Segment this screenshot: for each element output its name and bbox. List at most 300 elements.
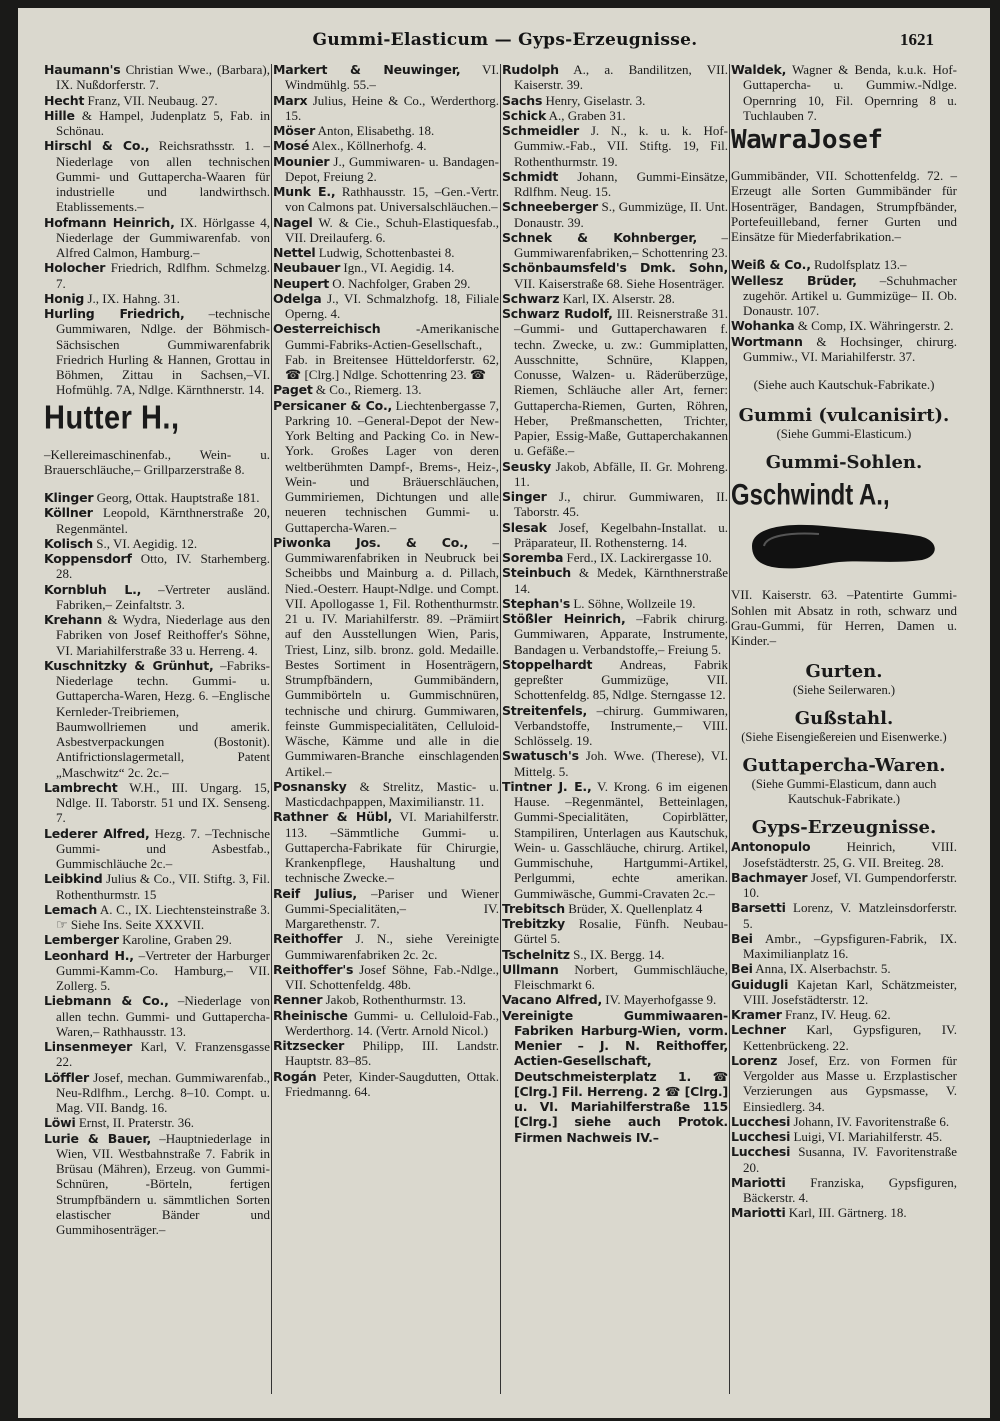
entry-details: V. Krong. 6 im eigenen Hause. –Regenmäntel, Betteinlagen, Gummi-Specialitäten, Copirblätter, Stampiliren, Unterlagen aus Kautschuk, Wein- u. Gasschläuche, chirurg. Artikel, Gummischuhe, Hartgummi-Artikel, Perlgummi, echte amerikan. Gummiwäsche, Gummi-Cravaten 2c.–: [514, 778, 729, 901]
entry-details: –chirurg. Gummiwaren, Verbandstoffe, Instrumente,– VIII. Schlösselg. 19.: [514, 702, 728, 748]
directory-entry: [273, 154, 499, 185]
directory-entry: [502, 1008, 728, 1145]
entry-name: Schick: [502, 107, 547, 123]
directory-entry: [731, 870, 957, 901]
entry-name: Hirschl & Co.,: [44, 138, 150, 154]
entry-details: Johann, IV. Favoritenstraße 6.: [793, 1113, 950, 1129]
column-divider: [729, 64, 730, 1394]
entry-details: –Hauptniederlage in Wien, VII. Westbahnstraße 7. Fabrik in Brüsau (Mähren), Erzeug. von Gummi-Schnüren, -Börteln, fertigen Strumpfbändern u. sämmtlichen Sorten elastischer Bänder und Gummihosenträger.–: [56, 1130, 271, 1237]
entry-details: VII. Kaiserstraße 68. Siehe Hosenträger.: [514, 275, 725, 291]
entry-details: J. N., k. u. k. Hof-Gummiw.-Fab., VII. Stiftg. 19, Fil. Rothenthurmstr. 19.: [514, 123, 729, 169]
entry-details: Friedrich, Rdlfhm. Schmelzg. 7.: [56, 260, 271, 291]
directory-entry: [502, 611, 728, 657]
entry-details: Joh. Wwe. (Therese), VI. Mittelg. 5.: [514, 748, 728, 779]
directory-entry: [502, 703, 728, 749]
entry-name: Klinger: [44, 490, 94, 505]
directory-entry: [731, 318, 957, 333]
entry-details: IX. Hörlgasse 4, Niederlage der Gummiwarenfab. von Alfred Calmon, Hamburg.–: [56, 214, 271, 260]
entry-name: Mariotti: [731, 1174, 786, 1190]
directory-entry: [731, 1114, 957, 1129]
directory-entry: [44, 62, 270, 93]
entry-details: S., VI. Aegidig. 12.: [96, 535, 198, 551]
directory-entry: [502, 108, 728, 123]
directory-entry: [273, 245, 499, 260]
section-heading: Guttapercha-Waren.: [742, 755, 946, 777]
entry-name: Munk E.,: [273, 184, 336, 199]
entry-details: –technische Gummiwaren, Ndlge. der Böhmisch-Sächsischen Gummiwarenfabrik Friedrich Hurling & Hannen, Grottau in Böhmen, Zittau in Sachsen,–VI. Hofmühlg. 7A, Ndlge. Kärnthnerstr. 14.: [56, 306, 270, 398]
section-heading: Gyps-Erzeugnisse.: [751, 817, 937, 839]
entry-details: Karl, III. Gärtnerg. 18.: [788, 1205, 907, 1221]
entry-name: Köllner: [44, 505, 93, 521]
directory-entry: [44, 260, 270, 291]
directory-entry: [44, 932, 270, 947]
directory-entry: [273, 992, 499, 1007]
directory-entry: [44, 902, 270, 933]
directory-entry: [44, 291, 270, 306]
entry-details: Anna, IX. Alserbachstr. 5.: [755, 961, 891, 977]
entry-details: S., Gummizüge, II. Unt. Donaustr. 39.: [514, 199, 729, 230]
advertisement-details: VII. Kaiserstr. 63. –Patentirte Gummi-Sohlen mit Absatz in roth, schwarz und Grau-Gummi, für Herren, Damen u. Kinder.–: [731, 587, 957, 648]
entry-name: Lederer Alfred,: [44, 825, 150, 841]
entry-name: Mosé: [273, 138, 310, 154]
advertisement-name: WawraJosef: [731, 125, 883, 155]
entry-name: Lucchesi: [731, 1129, 791, 1144]
directory-entry: [502, 199, 728, 230]
entry-name: Linsenmeyer: [44, 1039, 133, 1054]
entry-details: & Hampel, Judenplatz 5, Fab. in Schönau.: [56, 107, 271, 138]
entry-details: Heinrich, VIII. Josefstädterstr. 25, G. VII. Breiteg. 28.: [743, 839, 957, 870]
entry-name: Schmeidler: [502, 123, 579, 138]
entry-details: Johann, Gummi-Einsätze, Rdlfhm. Neug. 15.: [514, 168, 729, 199]
entry-details: Karl, Gypsfiguren, IV. Kettenbrückeng. 22.: [743, 1022, 957, 1053]
entry-name: Reif Julius,: [273, 885, 357, 901]
entry-name: Guidugli: [731, 976, 789, 992]
entry-details: Jakob, Rothenthurmstr. 13.: [325, 992, 467, 1008]
directory-entry: [502, 260, 728, 291]
directory-entry: [731, 334, 957, 365]
entry-details: Lorenz, V. Matzleinsdorferstr. 5.: [743, 900, 958, 931]
entry-details: Luigi, VI. Mariahilferstr. 45.: [793, 1129, 943, 1144]
entry-name: Vacano Alfred,: [502, 992, 603, 1008]
directory-entry: [502, 748, 728, 779]
directory-entry: [44, 551, 270, 582]
entry-details: Kajetan Karl, Schätzmeister, VIII. Josefstädterstr. 12.: [743, 976, 958, 1007]
directory-entry: [44, 582, 270, 613]
directory-entry: [502, 169, 728, 200]
entry-name: Liebmann & Co.,: [44, 993, 169, 1009]
entry-name: Trebitsch: [502, 900, 565, 916]
entry-details: –Vertreter der Harburger Gummi-Kamm-Co. Hamburg,– VII. Zollerg. 5.: [56, 947, 271, 993]
entry-details: Henry, Giselastr. 3.: [545, 92, 646, 108]
entry-details: Rosalie, Fünfh. Neubau-Gürtel 5.: [514, 916, 729, 947]
entry-name: Lucchesi: [731, 1113, 791, 1129]
entry-details: Norbert, Gummischläuche, Fleischmarkt 6.: [514, 961, 729, 992]
directory-entry: [731, 1175, 957, 1206]
entry-details: Leopold, Kärnthnerstraße 20, Regenmäntel.: [56, 505, 271, 536]
entry-name: Mounier: [273, 153, 330, 169]
entry-details: Peter, Kinder-Saugdutten, Ottak. Friedmanng. 64.: [285, 1068, 500, 1099]
column-1: [44, 62, 270, 1237]
directory-entry: [731, 1053, 957, 1114]
entry-name: Odelga: [273, 290, 322, 306]
section-heading: Gurten.: [805, 661, 883, 683]
entry-name: Posnansky: [273, 778, 347, 794]
entry-details: VI. Windmühlg. 55.–: [285, 62, 500, 93]
entry-details: Andreas, Fabrik gepreßter Gummizüge, VII. Schottenfeldg. 85, Ndlge. Sterngasse 12.: [514, 656, 728, 703]
entry-name: Hurling Friedrich,: [44, 306, 185, 321]
directory-entry: [44, 612, 270, 658]
entry-details: W. & Cie., Schuh-Elastiquesfab., VII. Dreilauferg. 6.: [285, 214, 500, 245]
directory-entry: [273, 138, 499, 153]
section-heading: Gummi-Sohlen.: [765, 452, 923, 474]
entry-details: Karl, IX. Alserstr. 28.: [562, 290, 675, 306]
entry-details: Liechtenbergasse 7, Parkring 10. –General-Depot der New-York Belting and Packing Co. in New-York. Großes Lager von deren weltberühmten Dampf-, Brems-, Heiz-, Wein- und Bräuerschläuchen, Gummiriemen, Dichtungen und alle neueren technischen Gummi- u. Guttapercha-Waren.–: [285, 397, 499, 535]
section-heading: Gußstahl.: [794, 708, 894, 730]
entry-name: Krehann: [44, 612, 103, 627]
advertisement-name: Gschwindt A.,: [731, 477, 890, 512]
directory-entry: [44, 948, 270, 994]
directory-entry: [44, 826, 270, 872]
entry-name: Lechner: [731, 1022, 786, 1038]
entry-name: Möser: [273, 123, 316, 138]
entry-details: J., VI. Schmalzhofg. 18, Filiale Operng. 4.: [285, 290, 499, 321]
entry-details: Brüder, X. Quellenplatz 4: [568, 900, 703, 916]
entry-details: III. Reisnerstraße 31. –Gummi- und Guttaperchawaren f. techn. Zwecke, u. zw.: Gummiplatten, Ausschnitte, Schnüre, Klappen, Conusse, Walzen- u. Räderüberzüge, Riemen, Schläuche aller Art, ferner: Guttapercha-Riemen, Gurten, Röhren, Heber, Preßmanschetten, Trichter, Papier, Essig-Maße, Guttaperchakannen u. Gefäße.–: [514, 306, 728, 459]
entry-details: Josef, Erz. von Formen für Vergolder aus Masse u. Erzplastischer Verzierungen aus Gypsmasse, V. Einsiedlerg. 34.: [743, 1052, 958, 1114]
directory-entry: [273, 382, 499, 397]
directory-entry: [273, 398, 499, 535]
directory-entry: [273, 93, 499, 124]
entry-details: O. Nachfolger, Graben 29.: [332, 275, 471, 291]
entry-details: Julius, Heine & Co., Werderthorg. 15.: [285, 92, 499, 123]
entry-name: Hecht: [44, 92, 85, 108]
entry-name: Kuschnitzky & Grünhut,: [44, 657, 214, 673]
entry-name: Stoppelhardt: [502, 656, 593, 672]
directory-entry: [502, 947, 728, 962]
entry-name: Kramer: [731, 1007, 782, 1022]
advertisement-details: Gummibänder, VII. Schottenfeldg. 72. –Erzeugt alle Sorten Gummibänder für Hosenträger, Bandagen, Strumpfbänder, Portefeuilleband, ferner Gurten und Einsätze für Miederfabrikation.–: [731, 168, 957, 244]
entry-details: J., chirur. Gummiwaren, II. Taborstr. 45.: [514, 489, 729, 520]
entry-name: Lucchesi: [731, 1144, 791, 1160]
entry-name: Kolisch: [44, 535, 93, 551]
entry-name: Holocher: [44, 260, 106, 276]
directory-entry: [502, 306, 728, 459]
directory-entry: [502, 901, 728, 916]
entry-name: Schnek & Kohnberger,: [502, 229, 698, 245]
entry-details: Rudolfsplatz 13.–: [814, 257, 907, 273]
entry-name: Weiß & Co.,: [731, 257, 811, 273]
directory-entry: [731, 1007, 957, 1022]
entry-details: Josef, VI. Gumpendorferstr. 10.: [743, 869, 958, 900]
advertisement-details: –Kellereimaschinenfab., Wein- u. Brauerschläuche,– Grillparzerstraße 8.: [44, 446, 270, 477]
entry-name: Lorenz: [731, 1052, 778, 1068]
directory-entry: [273, 215, 499, 246]
directory-entry: [502, 230, 728, 261]
entry-details: Georg, Ottak. Hauptstraße 181.: [96, 490, 260, 505]
section-heading: Gummi (vulcanisirt).: [738, 405, 950, 427]
directory-entry: [731, 977, 957, 1008]
entry-details: Gummi- u. Celluloid-Fab., Werderthorg. 14. (Vertr. Arnold Nicol.): [285, 1007, 499, 1038]
directory-entry: [502, 93, 728, 108]
entry-name: Wellesz Brüder,: [731, 272, 857, 288]
entry-name: Seusky: [502, 458, 552, 474]
directory-entry: [273, 291, 499, 322]
entry-details: Franz, VII. Neubaug. 27.: [87, 92, 218, 108]
entry-details: –Schuhmacher zugehör. Artikel u. Gummizüge– II. Ob. Donaustr. 107.: [743, 272, 958, 318]
section-cross-reference: (Siehe Seilerwaren.): [792, 683, 896, 698]
entry-name: Schmidt: [502, 168, 559, 184]
directory-entry: [731, 961, 957, 976]
entry-name: Hofmann Heinrich,: [44, 214, 175, 230]
directory-entry: [502, 291, 728, 306]
directory-entry: [44, 1115, 270, 1130]
entry-details: –Vertreter ausländ. Fabriken,– Zeinfaltstr. 3.: [56, 581, 271, 612]
directory-entry: [502, 565, 728, 596]
entry-name: Singer: [502, 489, 547, 504]
shoe-sole-illustration: [731, 516, 957, 574]
entry-details: Alex., Köllnerhofg. 4.: [311, 138, 427, 154]
entry-name: Kornbluh L.,: [44, 581, 142, 597]
entry-details: Julius & Co., VII. Stiftg. 3, Fil. Rothenthurmstr. 15: [56, 871, 270, 902]
entry-name: Ullmann: [502, 961, 559, 977]
column-divider: [500, 64, 501, 1394]
directory-entry: [502, 123, 728, 169]
directory-entry: [731, 257, 957, 272]
entry-details: & Medek, Kärnthnerstraße 14.: [514, 565, 729, 596]
entry-name: Mariotti: [731, 1205, 786, 1221]
directory-entry: [273, 886, 499, 932]
entry-details: Wagner & Benda, k.u.k. Hof-Guttapercha- u. Gummiw.-Ndlge. Opernring 10, Fil. Opernring 8 u. Tuchlauben 7.: [743, 62, 958, 123]
directory-entry: [44, 306, 270, 398]
entry-name: Paget: [273, 382, 313, 398]
entry-details: L. Söhne, Wollzeile 19.: [573, 595, 696, 611]
column-4: [731, 62, 957, 1221]
section-cross-reference: (Siehe Gummi-Elasticum, dann auch Kautschuk-Fabrikate.): [751, 777, 937, 807]
directory-entry: [273, 962, 499, 993]
entry-details: Otto, IV. Starhemberg. 28.: [56, 551, 270, 582]
entry-details: –Pariser und Wiener Gummi-Specialitäten,– IV. Margarethenstr. 7.: [285, 885, 499, 931]
entry-name: Koppensdorf: [44, 551, 132, 566]
directory-entry: [44, 1070, 270, 1116]
entry-details: Jakob, Abfälle, II. Gr. Mohreng. 11.: [514, 458, 728, 489]
entry-name: Nettel: [273, 245, 316, 260]
entry-name: Leibkind: [44, 871, 103, 887]
entry-name: Ritzsecker: [273, 1038, 345, 1053]
entry-name: Oesterreichisch: [273, 321, 381, 337]
directory-entry: [273, 123, 499, 138]
entry-details: Ambr., –Gypsfiguren-Fabrik, IX. Maximilianplatz 16.: [743, 930, 957, 961]
entry-name: Vereinigte Gummiwaaren-Fabriken Harburg-Wien, vorm. Menier – J. N. Reithoffer, Actien-Gesellschaft, Deutschmeisterplatz 1. ☎ [Clrg.] Fil. Herreng. 2 ☎ [Clrg.] u. VI. Mariahilferstraße 115 [Clrg.] siehe auch Protok. Firmen Nachweis IV.–: [502, 1007, 728, 1145]
entry-name: Barsetti: [731, 900, 786, 916]
entry-details: Rathhausstr. 15, –Gen.-Vertr. von Calmons pat. Universalschläuchen.–: [285, 184, 500, 215]
entry-name: Lemach: [44, 901, 98, 917]
entry-details: J., Gummiwaren- u. Bandagen-Depot, Freiung 2.: [285, 153, 500, 184]
directory-entry: [731, 273, 957, 319]
entry-details: W.H., III. Ungarg. 15, Ndlge. II. Taborstr. 51 und IX. Senseng. 7.: [56, 779, 270, 826]
directory-entry: [502, 596, 728, 611]
directory-entry: [502, 489, 728, 520]
directory-entry: [273, 535, 499, 779]
entry-name: Schwarz Rudolf,: [502, 306, 613, 321]
entry-name: Haumann's: [44, 62, 121, 77]
entry-details: -Amerikanische Gummi-Fabriks-Actien-Gesellschaft., Fab. in Breitensee Hütteldorferstr. 62, ☎ [Clrg.] Ndlge. Schottenring 23. ☎: [285, 321, 499, 382]
entry-details: Hezg. 7. –Technische Gummi- und Asbestfab., Gummischläuche 2c.–: [56, 825, 271, 871]
directory-entry: [502, 657, 728, 703]
directory-entry: [502, 779, 728, 901]
column-2: [273, 62, 499, 1099]
entry-details: Anton, Elisabethg. 18.: [317, 123, 435, 138]
entry-details: Josef, mechan. Gummiwarenfab., Neu-Rdlfhm., Lerchg. 8–10. Compt. u. Mag. VII. Bandg. 16.: [56, 1069, 270, 1115]
entry-name: Streitenfels,: [502, 702, 588, 718]
section-cross-reference: (Siehe Gummi-Elasticum.): [776, 427, 912, 442]
entry-details: S., IX. Bergg. 14.: [573, 946, 665, 962]
directory-entry: [273, 1008, 499, 1039]
directory-entry: [731, 900, 957, 931]
entry-details: A., a. Bandilitzen, VII. Kaiserstr. 39.: [514, 62, 728, 93]
entry-name: Markert & Neuwinger,: [273, 62, 461, 77]
entry-details: Franziska, Gypsfiguren, Bäckerstr. 4.: [743, 1174, 958, 1205]
cross-reference-note: (Siehe auch Kautschuk-Fabrikate.): [753, 377, 935, 392]
entry-name: Lambrecht: [44, 779, 118, 795]
entry-name: Schönbaumsfeld's Dmk. Sohn,: [502, 260, 728, 276]
entry-name: Persicaner & Co.,: [273, 397, 393, 413]
entry-name: Schneeberger: [502, 199, 598, 215]
entry-details: Susanna, IV. Favoritenstraße 20.: [743, 1144, 958, 1175]
entry-name: Rogán: [273, 1068, 317, 1084]
directory-entry: [273, 1069, 499, 1100]
entry-details: IV. Mayerhofgasse 9.: [605, 992, 717, 1008]
entry-details: Karoline, Graben 29.: [122, 932, 232, 948]
entry-name: Nagel: [273, 214, 313, 230]
directory-entry: [502, 459, 728, 490]
entry-name: Antonopulo: [731, 839, 811, 855]
directory-entry: [273, 62, 499, 93]
entry-name: Rheinische: [273, 1007, 348, 1023]
entry-details: J. N., siehe Vereinigte Gummiwarenfabriken 2c. 2c.: [285, 931, 499, 962]
entry-name: Swatusch's: [502, 748, 579, 764]
entry-name: Honig: [44, 290, 85, 306]
entry-details: & Comp, IX. Währingerstr. 2.: [797, 318, 954, 334]
directory-entry: [44, 780, 270, 826]
entry-name: Tschelnitz: [502, 946, 570, 962]
directory-entry: [44, 93, 270, 108]
directory-entry: [502, 520, 728, 551]
column-divider: [271, 64, 272, 1394]
directory-entry: [273, 809, 499, 885]
directory-entry: [731, 62, 957, 123]
entry-name: Schwarz: [502, 290, 560, 306]
entry-name: Renner: [273, 992, 323, 1008]
directory-entry: [44, 871, 270, 902]
entry-details: –Gummiwarenfabriken,– Schottenring 23.: [514, 229, 728, 260]
entry-details: Ernst, II. Praterstr. 36.: [78, 1115, 195, 1131]
directory-entry: [731, 839, 957, 870]
directory-entry: [44, 215, 270, 261]
entry-details: Ign., VI. Aegidig. 14.: [343, 260, 455, 276]
page-header: [0, 0, 1000, 50]
entry-details: Franz, IV. Heug. 62.: [785, 1007, 891, 1022]
entry-details: Reichsrathsstr. 1. –Niederlage von allen technischen Gummi- und Guttapercha-Waaren für industrielle und landwirthsch. Etablissements.–: [56, 138, 271, 215]
entry-name: Slesak: [502, 519, 547, 535]
entry-details: & Hochsinger, chirurg. Gummiw., VI. Mariahilferstr. 37.: [743, 333, 958, 364]
running-title: Gummi-Elasticum — Gyps-Erzeugnisse.: [312, 30, 698, 50]
entry-details: VI. Mariahilferstr. 113. –Sämmtliche Gummi- u. Guttapercha-Fabrikate für Chirurgie, Krankenpflege, Haushaltung und technische Zwecke.–: [285, 809, 500, 886]
directory-entry: [44, 1131, 270, 1238]
directory-entry: [502, 62, 728, 93]
entry-name: Sachs: [502, 92, 543, 108]
directory-entry: [273, 931, 499, 962]
entry-name: Leonhard H.,: [44, 947, 134, 963]
column-3: [502, 62, 728, 1145]
directory-entry: [731, 1129, 957, 1144]
entry-name: Lemberger: [44, 932, 119, 948]
entry-details: & Co., Riemerg. 13.: [315, 382, 422, 398]
directory-entry: [44, 1039, 270, 1070]
directory-entry: [44, 490, 270, 505]
entry-name: Neubauer: [273, 260, 341, 276]
directory-entry: [502, 916, 728, 947]
entry-name: Rudolph: [502, 62, 559, 77]
directory-entry: [44, 658, 270, 780]
section-cross-reference: (Siehe Eisengießereien und Eisenwerke.): [741, 730, 947, 745]
entry-details: Christian Wwe., (Barbara), IX. Nußdorferstr. 7.: [56, 62, 271, 93]
entry-name: Tintner J. E.,: [502, 778, 592, 794]
entry-details: A. C., IX. Liechtensteinstraße 3. ☞ Siehe Ins. Seite XXXVII.: [56, 901, 270, 932]
entry-details: Ferd., IX. Lackirergasse 10.: [566, 550, 712, 565]
directory-entry: [273, 779, 499, 810]
entry-name: Waldek,: [731, 62, 787, 77]
entry-details: –Niederlage von allen techn. Gummi- und Guttapercha-Waren,– Rathhausstr. 13.: [56, 993, 271, 1039]
entry-name: Stößler Heinrich,: [502, 611, 626, 626]
directory-entry: [44, 108, 270, 139]
directory-entry: [273, 321, 499, 382]
entry-name: Neupert: [273, 275, 330, 291]
entry-details: A., Graben 31.: [548, 107, 626, 123]
entry-name: Rathner & Hübl,: [273, 809, 393, 825]
directory-entry: [273, 1038, 499, 1069]
entry-name: Bei: [731, 930, 753, 946]
entry-name: Wohanka: [731, 318, 795, 334]
entry-details: Karl, V. Franzensgasse 22.: [56, 1039, 270, 1070]
directory-entry: [731, 931, 957, 962]
entry-name: Löffler: [44, 1069, 89, 1085]
directory-entry: [273, 276, 499, 291]
entry-details: Philipp, III. Landstr. Hauptstr. 83–85.: [285, 1038, 499, 1069]
directory-entry: [44, 138, 270, 214]
entry-details: & Strelitz, Mastic- u. Masticdachpappen, Maximilianstr. 11.: [285, 778, 500, 809]
entry-name: Reithoffer: [273, 931, 343, 947]
entry-details: & Wydra, Niederlage aus den Fabriken von Josef Reithoffer's Söhne, VI. Mariahilferstraße 33 u. Herreng. 4.: [56, 612, 270, 658]
directory-entry: [731, 1144, 957, 1175]
entry-name: Lurie & Bauer,: [44, 1130, 151, 1146]
directory-entry: [731, 1205, 957, 1220]
advertisement-name: Hutter H.,: [44, 399, 180, 436]
directory-entry: [44, 993, 270, 1039]
directory-entry: [502, 992, 728, 1007]
directory-entry: [502, 550, 728, 565]
entry-details: –Gummiwarenfabriken in Neubruck bei Scheibbs und Mainburg a. d. Pillach, Nied.-Oesterr. Haupt-Ndlge. und Compt. VII. Apollogasse 1, Fil. Rothenthurmstr. 21 u. IV. Mariahilferstr. 89. –Prämiirt auf den Ausstellungen Wien, Paris, Triest, Linz, silb. bronz. gold. Medaille. Bestes Sortiment in Hosenträgern, Strumpfbändern, Gummibändern, Gummibörteln u. Gummischnüren, technische und chirurg. Gummiwaren, feinste Gummispecialitäten, Celluloid-Wäsche, Kämme und alle in die Gummiwaren-Branche einschlagenden Artikel.–: [285, 534, 499, 779]
entry-name: Trebitzky: [502, 916, 565, 931]
directory-entry: [731, 1022, 957, 1053]
entry-name: Reithoffer's: [273, 961, 354, 977]
entry-details: –Fabriks-Niederlage techn. Gummi- u. Guttapercha-Waren, Hezg. 6. –Englische Kernleder-Treibriemen, Baumwollriemen und amerik. Asbestverpackungen (Bostonit). Antifrictionslagermetall, Patent „Maschwitz“ 2c. 2c.–: [56, 657, 270, 780]
entry-details: Josef, Kegelbahn-Installat. u. Präparateur, II. Rothensterng. 14.: [514, 519, 729, 550]
entry-name: Marx: [273, 92, 308, 108]
entry-name: Piwonka Jos. & Co.,: [273, 534, 469, 550]
entry-details: Ludwig, Schottenbastei 8.: [318, 245, 455, 260]
directory-entry: [44, 505, 270, 536]
entry-details: –Fabrik chirurg. Gummiwaren, Apparate, Instrumente, Bandagen u. Verbandstoffe,– Freiung 5.: [514, 611, 729, 657]
